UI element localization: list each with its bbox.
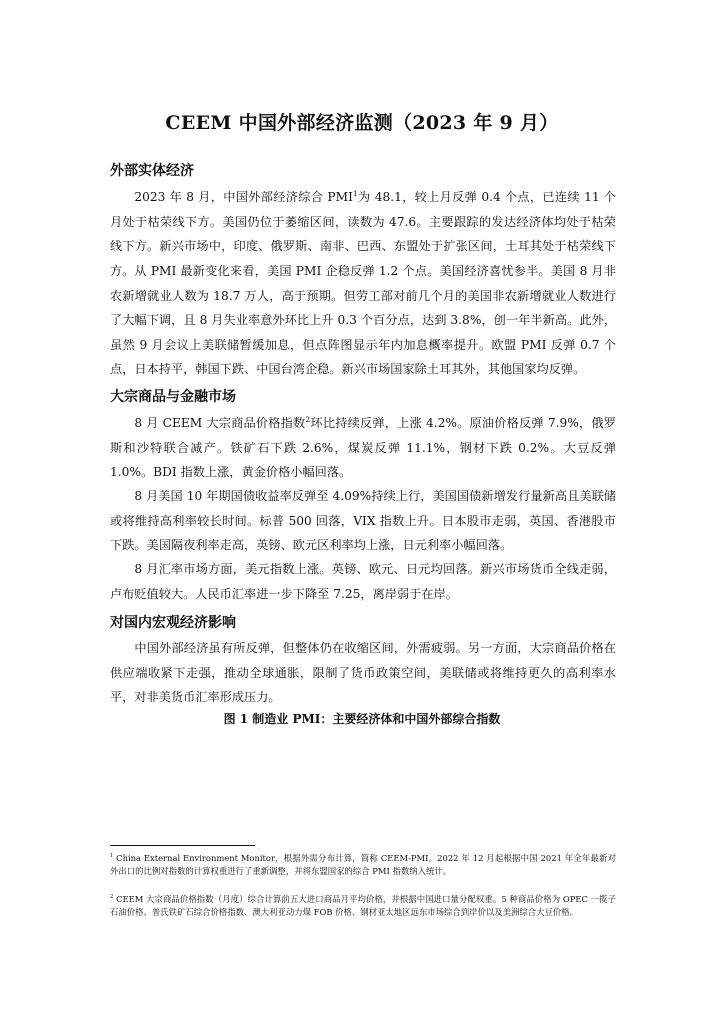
footnote-2 bbox=[110, 893, 616, 919]
footnote-mark-2: 2 bbox=[110, 894, 114, 901]
footnote-text: CEEM 大宗商品价格指数（月度）综合计算前五大进口商品月平均价格，并根据中国进口量分配权重。5 种商品价格为 OPEC 一揽子石油价格、普氏铁矿石综合价格指数、澳大利亚动力煤 FOB 价格、钢材亚太地区远东市场综合到岸价以及美洲综合大豆价格。 bbox=[110, 894, 616, 918]
figure-caption: 图 1 制造业 PMI：主要经济体和中国外部综合指数 bbox=[223, 712, 501, 726]
paragraph-commodities-3: 8 月汇率市场方面，美元指数上涨。英镑、欧元、日元均回落。新兴市场货币全线走弱，卢布贬值较大。人民币汇率进一步下降至 7.25，离岸弱于在岸。 bbox=[110, 562, 616, 601]
footnote-mark-1: 1 bbox=[110, 853, 114, 860]
document-title: CEEM 中国外部经济监测（2023 年 9 月） bbox=[165, 112, 559, 134]
footnote-1 bbox=[110, 852, 616, 878]
paragraph-text: 为 48.1，较上月反弹 0.4 个点，已连续 11 个月处于枯荣线下方。美国仍位于萎缩区间，读数为 47.6。主要跟踪的发达经济体均处于枯荣线下方。新兴市场中，印度、俄罗斯、南非、巴西、东盟处于扩张区间，土耳其处于枯荣线下方。 bbox=[110, 190, 616, 278]
paragraph-text: 环比持续反弹，上涨 4.2%。原油价格反弹 7.9%，俄罗斯和沙特联合减产。铁矿石下跌 2.6%，煤炭反弹 11.1%，钢材下跌 0.2%。大豆反弹 1.0%。BDI 指数上涨，黄金价格小幅回落。 bbox=[110, 416, 616, 480]
section-heading-commodities-finance: 大宗商品与金融市场 bbox=[110, 389, 236, 405]
paragraph-commodities-1 bbox=[110, 411, 616, 485]
paragraph-external-economy-2: 从 PMI 最新变化来看，美国 PMI 企稳反弹 1.2 个点。美国经济喜忧参半。美国 8 月非农新增就业人数为 18.7 万人，高于预期。但劳工部对前几个月的美国非农新增就业人数进行了大幅下调，且 8 月失业率意外环比上升 0.3 个百分点，达到 3.8%，创一年半新高。此外，虽然 9 月会议上美联储暂缓加息，但点阵图显示年内加息概率提升。欧盟 PMI 反弹 0.7 个点，日本持平，韩国下跌、中国台湾企稳。新兴市场国家除土耳其外，其他国家均反弹。 bbox=[110, 264, 616, 377]
section-heading-domestic-impact: 对国内宏观经济影响 bbox=[110, 615, 236, 631]
footnote-divider bbox=[110, 845, 255, 846]
paragraph-domestic-impact: 中国外部经济虽有所反弹，但整体仍在收缩区间，外需疲弱。另一方面，大宗商品价格在供应端收紧下走强，推动全球通胀，限制了货币政策空间，美联储或将维持更久的高利率水平，对非美货币汇率形成压力。 bbox=[110, 641, 616, 705]
paragraph-text: 8 月 CEEM 大宗商品价格指数 bbox=[134, 416, 306, 430]
footnote-ref-2: 2 bbox=[305, 414, 311, 424]
paragraph-commodities-2: 8 月美国 10 年期国债收益率反弹至 4.09%持续上行，美国国债新增发行量新高且美联储或将维持高利率较长时间。标普 500 回落，VIX 指数上升。日本股市走弱，英国、香港股市下跌。美国隔夜利率走高，英镑、欧元区利率均上涨，日元利率小幅回落。 bbox=[110, 489, 616, 553]
paragraph-text: 2023 年 8 月，中国外部经济综合 PMI bbox=[134, 190, 353, 204]
footnote-text: China External Environment Monitor，根据外需分布计算，简称 CEEM-PMI。2022 年 12 月起根据中国 2021 年全年最新对外出口的比例对指数的计算权重进行了重新调整，并将东盟国家的综合 PMI 指数纳入统计。 bbox=[110, 853, 616, 877]
footnote-ref-1: 1 bbox=[352, 188, 358, 198]
section-heading-external-economy: 外部实体经济 bbox=[110, 163, 194, 179]
